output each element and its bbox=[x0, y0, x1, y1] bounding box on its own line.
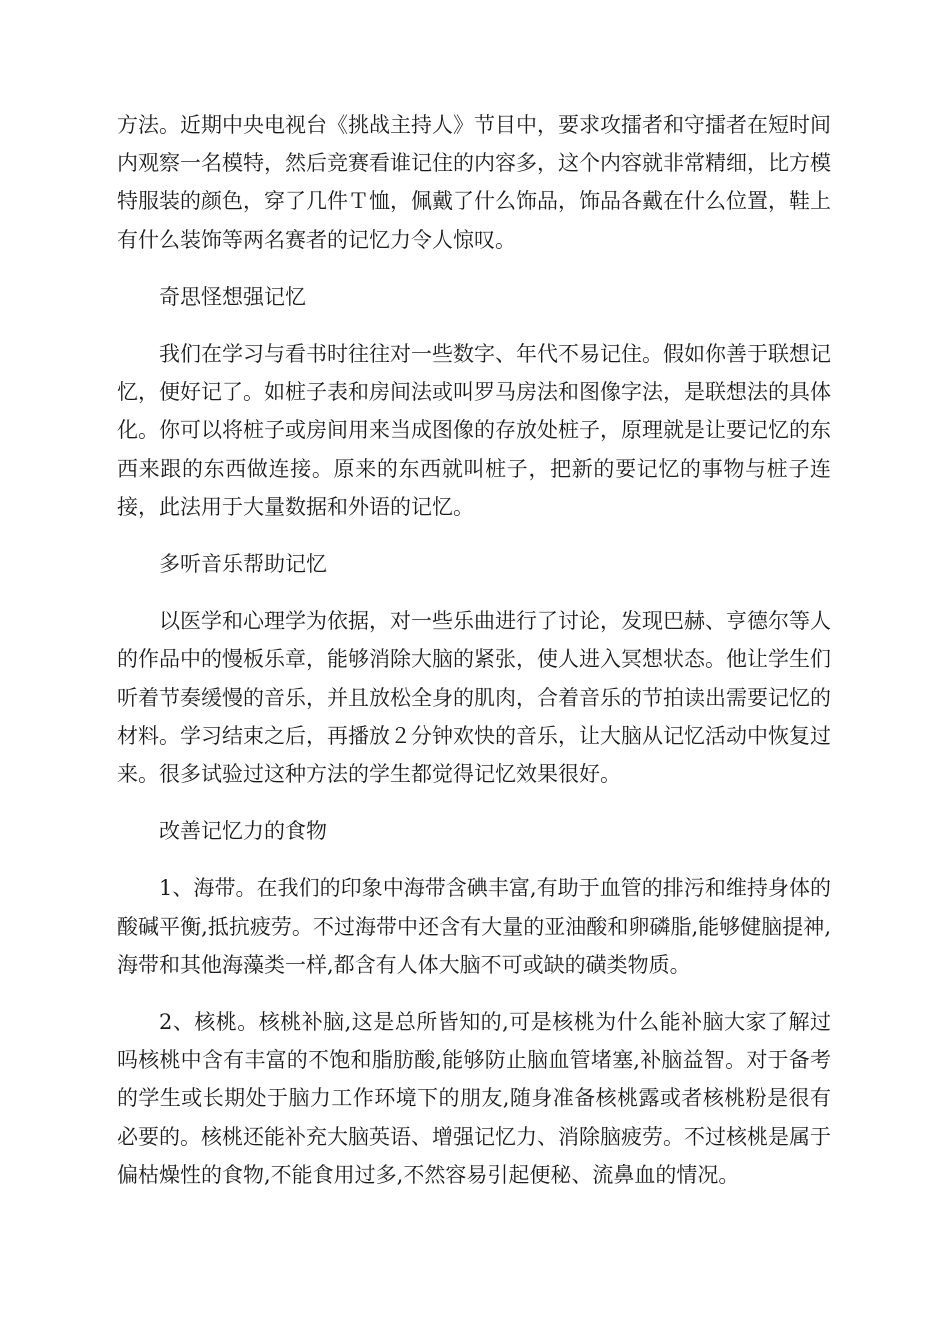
paragraph-music-memory: 以医学和心理学为依据，对一些乐曲进行了讨论，发现巴赫、亨德尔等人的作品中的慢板乐章，能够消除大脑的紧张，使人进入冥想状态。他让学生们听着节奏缓慢的音乐，并且放松全身的肌肉，合着音乐的节拍读出需要记忆的材料。学习结束之后，再播放２分钟欢快的音乐，让大脑从记忆活动中恢复过来。很多试验过这种方法的学生都觉得记忆效果很好。 bbox=[117, 609, 831, 787]
section-heading-foods: 改善记忆力的食物 bbox=[159, 819, 327, 844]
section-heading-imagination: 奇思怪想强记忆 bbox=[159, 284, 306, 309]
document-page bbox=[117, 106, 831, 1213]
paragraph-association-memory: 我们在学习与看书时往往对一些数字、年代不易记住。假如你善于联想记忆，便好记了。如桩子表和房间法或叫罗马房法和图像字法，是联想法的具体化。你可以将桩子或房间用来当成图像的存放处桩子，原理就是让要记忆的东西来跟的东西做连接。原来的东西就叫桩子，把新的要记忆的事物与桩子连接，此法用于大量数据和外语的记忆。 bbox=[117, 342, 831, 519]
paragraph-food-walnut: 2、核桃。核桃补脑,这是总所皆知的,可是核桃为什么能补脑大家了解过吗核桃中含有丰富的不饱和脂肪酸,能够防止脑血管堵塞,补脑益智。对于备考的学生或长期处于脑力工作环境下的朋友,随身准备核桃露或者核桃粉是很有必要的。核桃还能补充大脑英语、增强记忆力、消除脑疲劳。不过核桃是属于偏枯燥性的食物,不能食用过多,不然容易引起便秘、流鼻血的情况。 bbox=[117, 1010, 831, 1187]
paragraph-food-kelp: 1、海带。在我们的印象中海带含碘丰富,有助于血管的排污和维持身体的酸碱平衡,抵抗疲劳。不过海带中还含有大量的亚油酸和卵磷脂,能够健脑提神,海带和其他海藻类一样,都含有人体大脑不可或缺的磺类物质。 bbox=[117, 876, 831, 977]
section-heading-music: 多听音乐帮助记忆 bbox=[159, 552, 327, 577]
paragraph-intro-continued: 方法。近期中央电视台《挑战主持人》节目中，要求攻擂者和守擂者在短时间内观察一名模特，然后竞赛看谁记住的内容多，这个内容就非常精细，比方模特服装的颜色，穿了几件Ｔ恤，佩戴了什么饰品，饰品各戴在什么位置，鞋上有什么装饰等两名赛者的记忆力令人惊叹。 bbox=[117, 113, 831, 252]
